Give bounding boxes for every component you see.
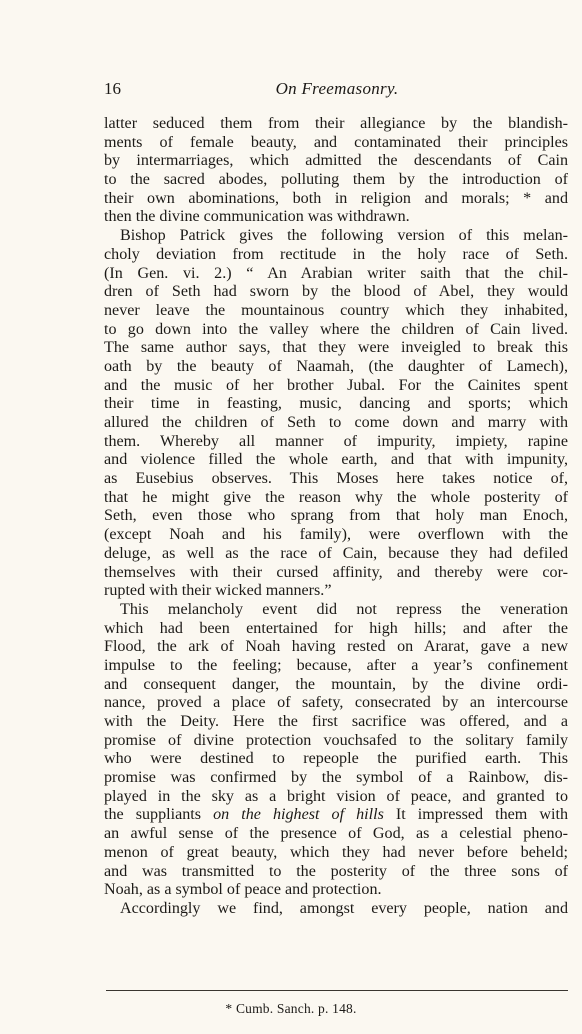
running-title: On Freemasonry. bbox=[275, 79, 399, 98]
text-segment: the suppliants bbox=[104, 806, 214, 824]
text-line: as Eusebius observes. This Moses here takes notice of, bbox=[104, 470, 568, 488]
footnote: * Cumb. Sanch. p. 148. bbox=[225, 1001, 357, 1016]
text-line: with the Deity. Here the first sacrifice was offered, and a bbox=[104, 713, 568, 730]
text-line: and violence filled the whole earth, and that with impunity, bbox=[104, 451, 568, 469]
footnote-rule bbox=[106, 990, 568, 991]
text-line: dren of Seth had sworn by the blood of Abel, they would bbox=[104, 283, 568, 301]
text-segment: It impressed them with bbox=[383, 806, 568, 824]
text-line: deluge, as well as the race of Cain, because they had defiled bbox=[104, 544, 568, 562]
text-line: them. Whereby all manner of impurity, impiety, rapine bbox=[104, 432, 568, 450]
text-line bbox=[104, 806, 568, 825]
text-line: by intermarriages, which admitted the descendants of Cain bbox=[104, 152, 568, 170]
text-line: their time in feasting, music, dancing and sports; which bbox=[104, 395, 568, 413]
text-line: nance, proved a place of safety, consecrated by an intercourse bbox=[104, 694, 568, 712]
text-line: which had been entertained for high hills; and after the bbox=[104, 619, 568, 637]
text-line: oath by the beauty of Naamah, (the daughter of Lamech), bbox=[104, 357, 568, 375]
page-header bbox=[104, 79, 570, 103]
text-line: never leave the mountainous country which they inhabited, bbox=[104, 301, 568, 319]
text-line: promise of divine protection vouchsafed to the solitary family bbox=[104, 731, 568, 749]
text-line: ments of female beauty, and contaminated their principles bbox=[104, 133, 568, 151]
text-line: and was transmitted to the posterity of the three sons of bbox=[104, 862, 568, 880]
body-text bbox=[104, 115, 568, 919]
text-line: choly deviation from rectitude in the holy race of Seth. bbox=[104, 245, 568, 263]
text-line: to the sacred abodes, polluting them by the introduction of bbox=[104, 171, 568, 189]
text-line: then the divine communication was withdrawn. bbox=[104, 208, 410, 226]
text-line: who were destined to repeople the purified earth. This bbox=[104, 750, 568, 768]
text-line: Bishop Patrick gives the following version of this melan- bbox=[120, 227, 568, 245]
text-line: menon of great beauty, which they had never before beheld; bbox=[104, 843, 568, 861]
text-line: Seth, even those who sprang from that holy man Enoch, bbox=[104, 507, 568, 525]
text-line: themselves with their cursed affinity, and thereby were cor- bbox=[104, 563, 568, 581]
text-line: promise was confirmed by the symbol of a Rainbow, dis- bbox=[104, 769, 568, 787]
text-line: Noah, as a symbol of peace and protection. bbox=[104, 881, 382, 899]
text-line: and consequent danger, the mountain, by the divine ordi- bbox=[104, 675, 568, 693]
text-line: that he might give the reason why the whole posterity of bbox=[104, 488, 568, 506]
text-line: allured the children of Seth to come down and marry with bbox=[104, 414, 568, 431]
text-line: their own abominations, both in religion and morals; * and bbox=[104, 189, 568, 207]
text-line: to go down into the valley where the children of Cain lived. bbox=[104, 320, 568, 338]
text-line: (In Gen. vi. 2.) “ An Arabian writer saith that the chil- bbox=[104, 264, 568, 282]
text-line: impulse to the feeling; because, after a year’s confinement bbox=[104, 656, 568, 674]
text-line: rupted with their wicked manners.” bbox=[104, 582, 332, 600]
text-line: The same author says, that they were inveigled to break this bbox=[104, 339, 568, 357]
text-line: an awful sense of the presence of God, as a celestial pheno- bbox=[104, 825, 568, 843]
text-line: This melancholy event did not repress the veneration bbox=[120, 600, 568, 618]
text-line: latter seduced them from their allegiance by the blandish- bbox=[104, 115, 568, 132]
page-number: 16 bbox=[104, 79, 121, 98]
italic-phrase: on the highest of hills bbox=[213, 806, 384, 824]
text-line: (except Noah and his family), were overflown with the bbox=[104, 526, 568, 544]
text-line: and the music of her brother Jubal. For the Cainites spent bbox=[104, 376, 568, 394]
text-line: Accordingly we find, amongst every people, nation and bbox=[120, 899, 568, 917]
text-line: played in the sky as a bright vision of peace, and granted to bbox=[104, 787, 568, 805]
text-line: Flood, the ark of Noah having rested on Ararat, gave a new bbox=[104, 638, 568, 656]
